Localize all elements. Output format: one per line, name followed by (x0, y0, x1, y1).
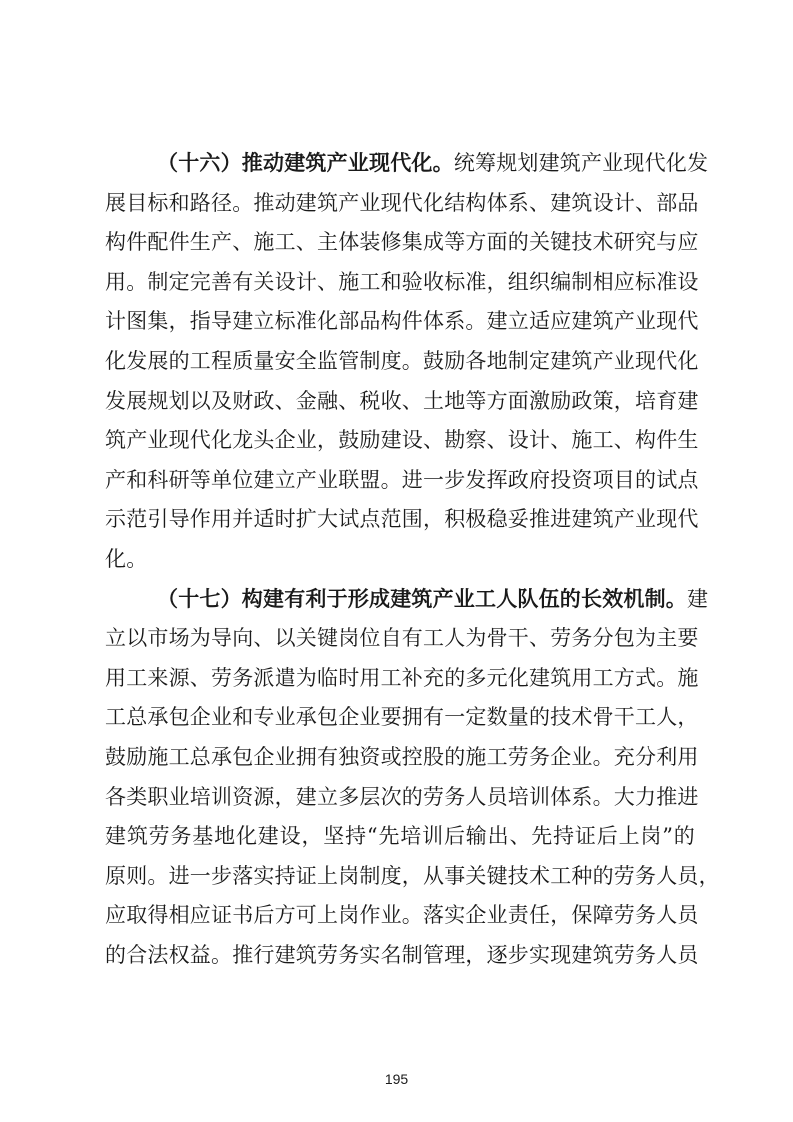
paragraph-17-line-8: 原则。进一步落实持证上岗制度，从事关键技术工种的劳务人员， (105, 863, 720, 888)
paragraph-16-line-8: 筑产业现代化龙头企业，鼓励建设、勘察、设计、施工、构件生 (105, 428, 699, 453)
paragraph-17-line-6: 各类职业培训资源，建立多层次的劳务人员培训体系。大力推进 (105, 784, 699, 809)
paragraph-16-line-6: 化发展的工程质量安全监管制度。鼓励各地制定建筑产业现代化 (105, 348, 699, 373)
paragraph-17-line-10: 的合法权益。推行建筑劳务实名制管理，逐步实现建筑劳务人员 (105, 942, 699, 967)
paragraph-16-line-5: 计图集，指导建立标准化部品构件体系。建立适应建筑产业现代 (105, 309, 699, 334)
paragraph-16-text: 统筹规划建筑产业现代化发 (453, 151, 709, 175)
paragraph-16-line-9: 产和科研等单位建立产业联盟。进一步发挥政府投资项目的试点 (105, 467, 699, 492)
paragraph-16-line-2: 展目标和路径。推动建筑产业现代化结构体系、建筑设计、部品 (105, 190, 699, 215)
paragraph-17-line-3: 用工来源、劳务派遣为临时用工补充的多元化建筑用工方式。施 (105, 665, 699, 690)
paragraph-16-line-10: 示范引导作用并适时扩大试点范围，积极稳妥推进建筑产业现代 (105, 507, 699, 532)
paragraph-17-line-7: 建筑劳务基地化建设，坚持“先培训后输出、先持证后上岗”的 (105, 824, 695, 849)
paragraph-17-line-1 (105, 580, 709, 620)
paragraph-17-line-5: 鼓励施工总承包企业拥有独资或控股的施工劳务企业。充分利用 (105, 744, 699, 769)
paragraph-17-line-2: 立以市场为导向、以关键岗位自有工人为骨干、劳务分包为主要 (105, 626, 699, 651)
paragraph-16-heading: （十六）推动建筑产业现代化。 (157, 151, 454, 175)
paragraph-16-line-1 (105, 144, 709, 184)
body-text (105, 144, 720, 975)
paragraph-16-line-7: 发展规划以及财政、金融、税收、土地等方面激励政策，培育建 (105, 388, 699, 413)
paragraph-16-line-3: 构件配件生产、施工、主体装修集成等方面的关键技术研究与应 (105, 230, 699, 255)
paragraph-17-text: 建 (687, 586, 709, 611)
page-number: 195 (384, 1071, 409, 1087)
paragraph-16-line-11: 化。 (105, 546, 148, 571)
paragraph-17-line-4: 工总承包企业和专业承包企业要拥有一定数量的技术骨干工人， (105, 705, 699, 730)
paragraph-16-line-4: 用。制定完善有关设计、施工和验收标准，组织编制相应标准设 (105, 269, 699, 294)
paragraph-17-heading: （十七）构建有利于形成建筑产业工人队伍的长效机制。 (157, 586, 687, 611)
paragraph-17-line-9: 应取得相应证书后方可上岗作业。落实企业责任，保障劳务人员 (105, 903, 699, 928)
